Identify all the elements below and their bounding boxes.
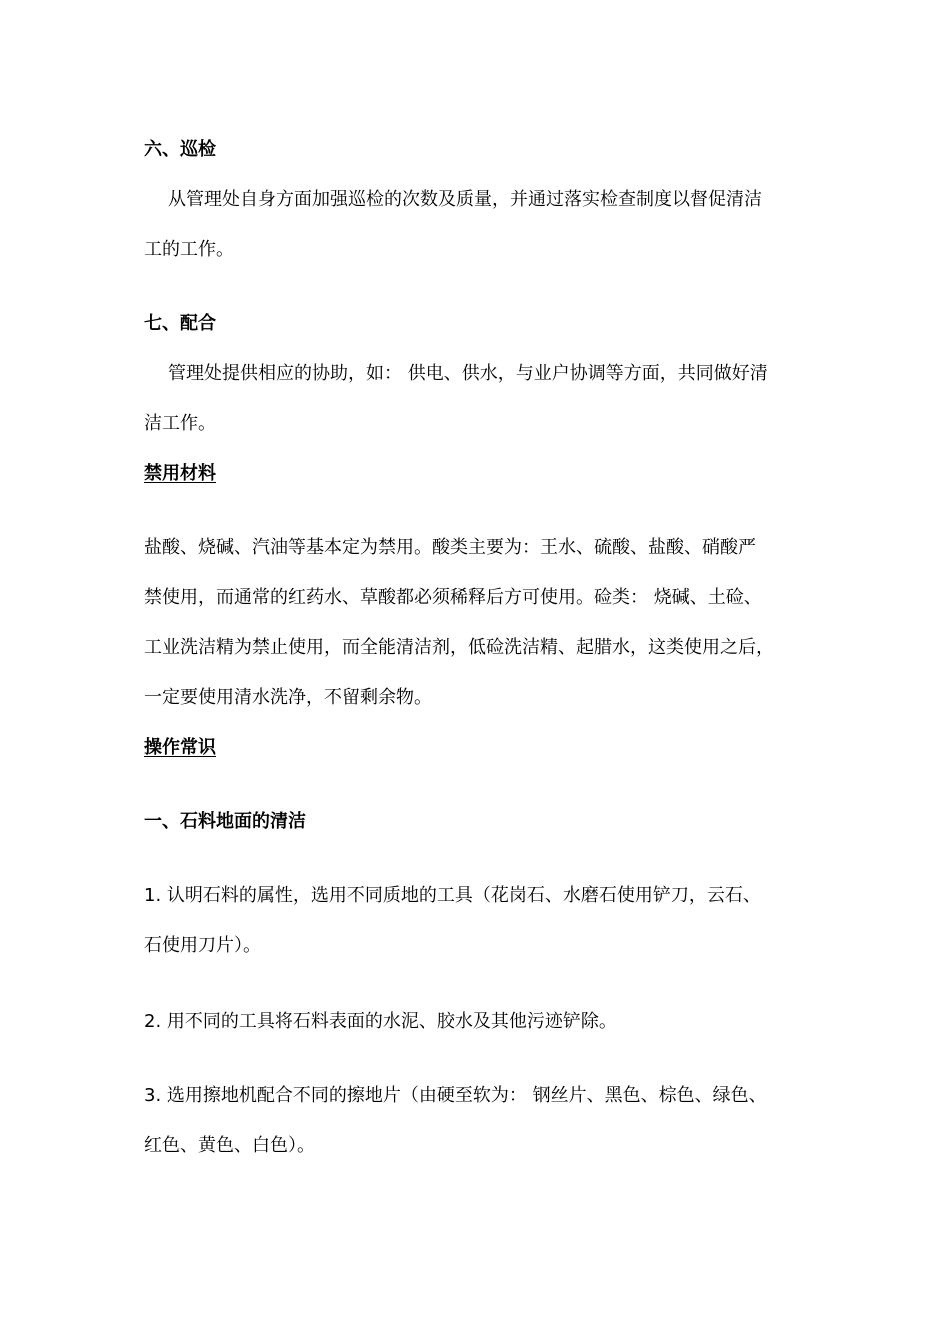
- section-heading-cooperation: 七、配合: [144, 313, 216, 334]
- section-heading-stone-floor: 一、石料地面的清洁: [144, 811, 306, 832]
- list-item-line: 1. 认明石料的属性，选用不同质地的工具（花岗石、水磨石使用铲刀，云石、: [144, 885, 761, 906]
- paragraph-line: 工的工作。: [144, 239, 234, 260]
- paragraph-line: 洁工作。: [144, 413, 216, 434]
- list-item-line: 红色、黄色、白色）。: [144, 1135, 315, 1156]
- paragraph-line: 管理处提供相应的协助，如： 供电、供水，与业户协调等方面，共同做好清: [168, 363, 768, 384]
- section-heading-banned-materials: 禁用材料: [144, 463, 216, 484]
- list-item-line: 3. 选用擦地机配合不同的擦地片（由硬至软为： 钢丝片、黑色、棕色、绿色、: [144, 1085, 767, 1106]
- list-item-line: 2. 用不同的工具将石料表面的水泥、胶水及其他污迹铲除。: [144, 1011, 617, 1032]
- paragraph-line: 从管理处自身方面加强巡检的次数及质量，并通过落实检查制度以督促清洁: [168, 189, 762, 210]
- section-heading-inspection: 六、巡检: [144, 139, 216, 160]
- paragraph-line: 禁使用，而通常的红药水、草酸都必须稀释后方可使用。硷类： 烧碱、土硷、: [144, 587, 762, 608]
- paragraph-line: 一定要使用清水洗净，不留剩余物。: [144, 687, 432, 708]
- list-item-line: 石使用刀片）。: [144, 935, 261, 956]
- paragraph-line: 工业洗洁精为禁止使用，而全能清洁剂，低硷洗洁精、起腊水，这类使用之后，: [144, 637, 774, 658]
- section-heading-operation-knowledge: 操作常识: [144, 737, 216, 758]
- paragraph-line: 盐酸、烧碱、汽油等基本定为禁用。酸类主要为：王水、硫酸、盐酸、硝酸严: [144, 537, 756, 558]
